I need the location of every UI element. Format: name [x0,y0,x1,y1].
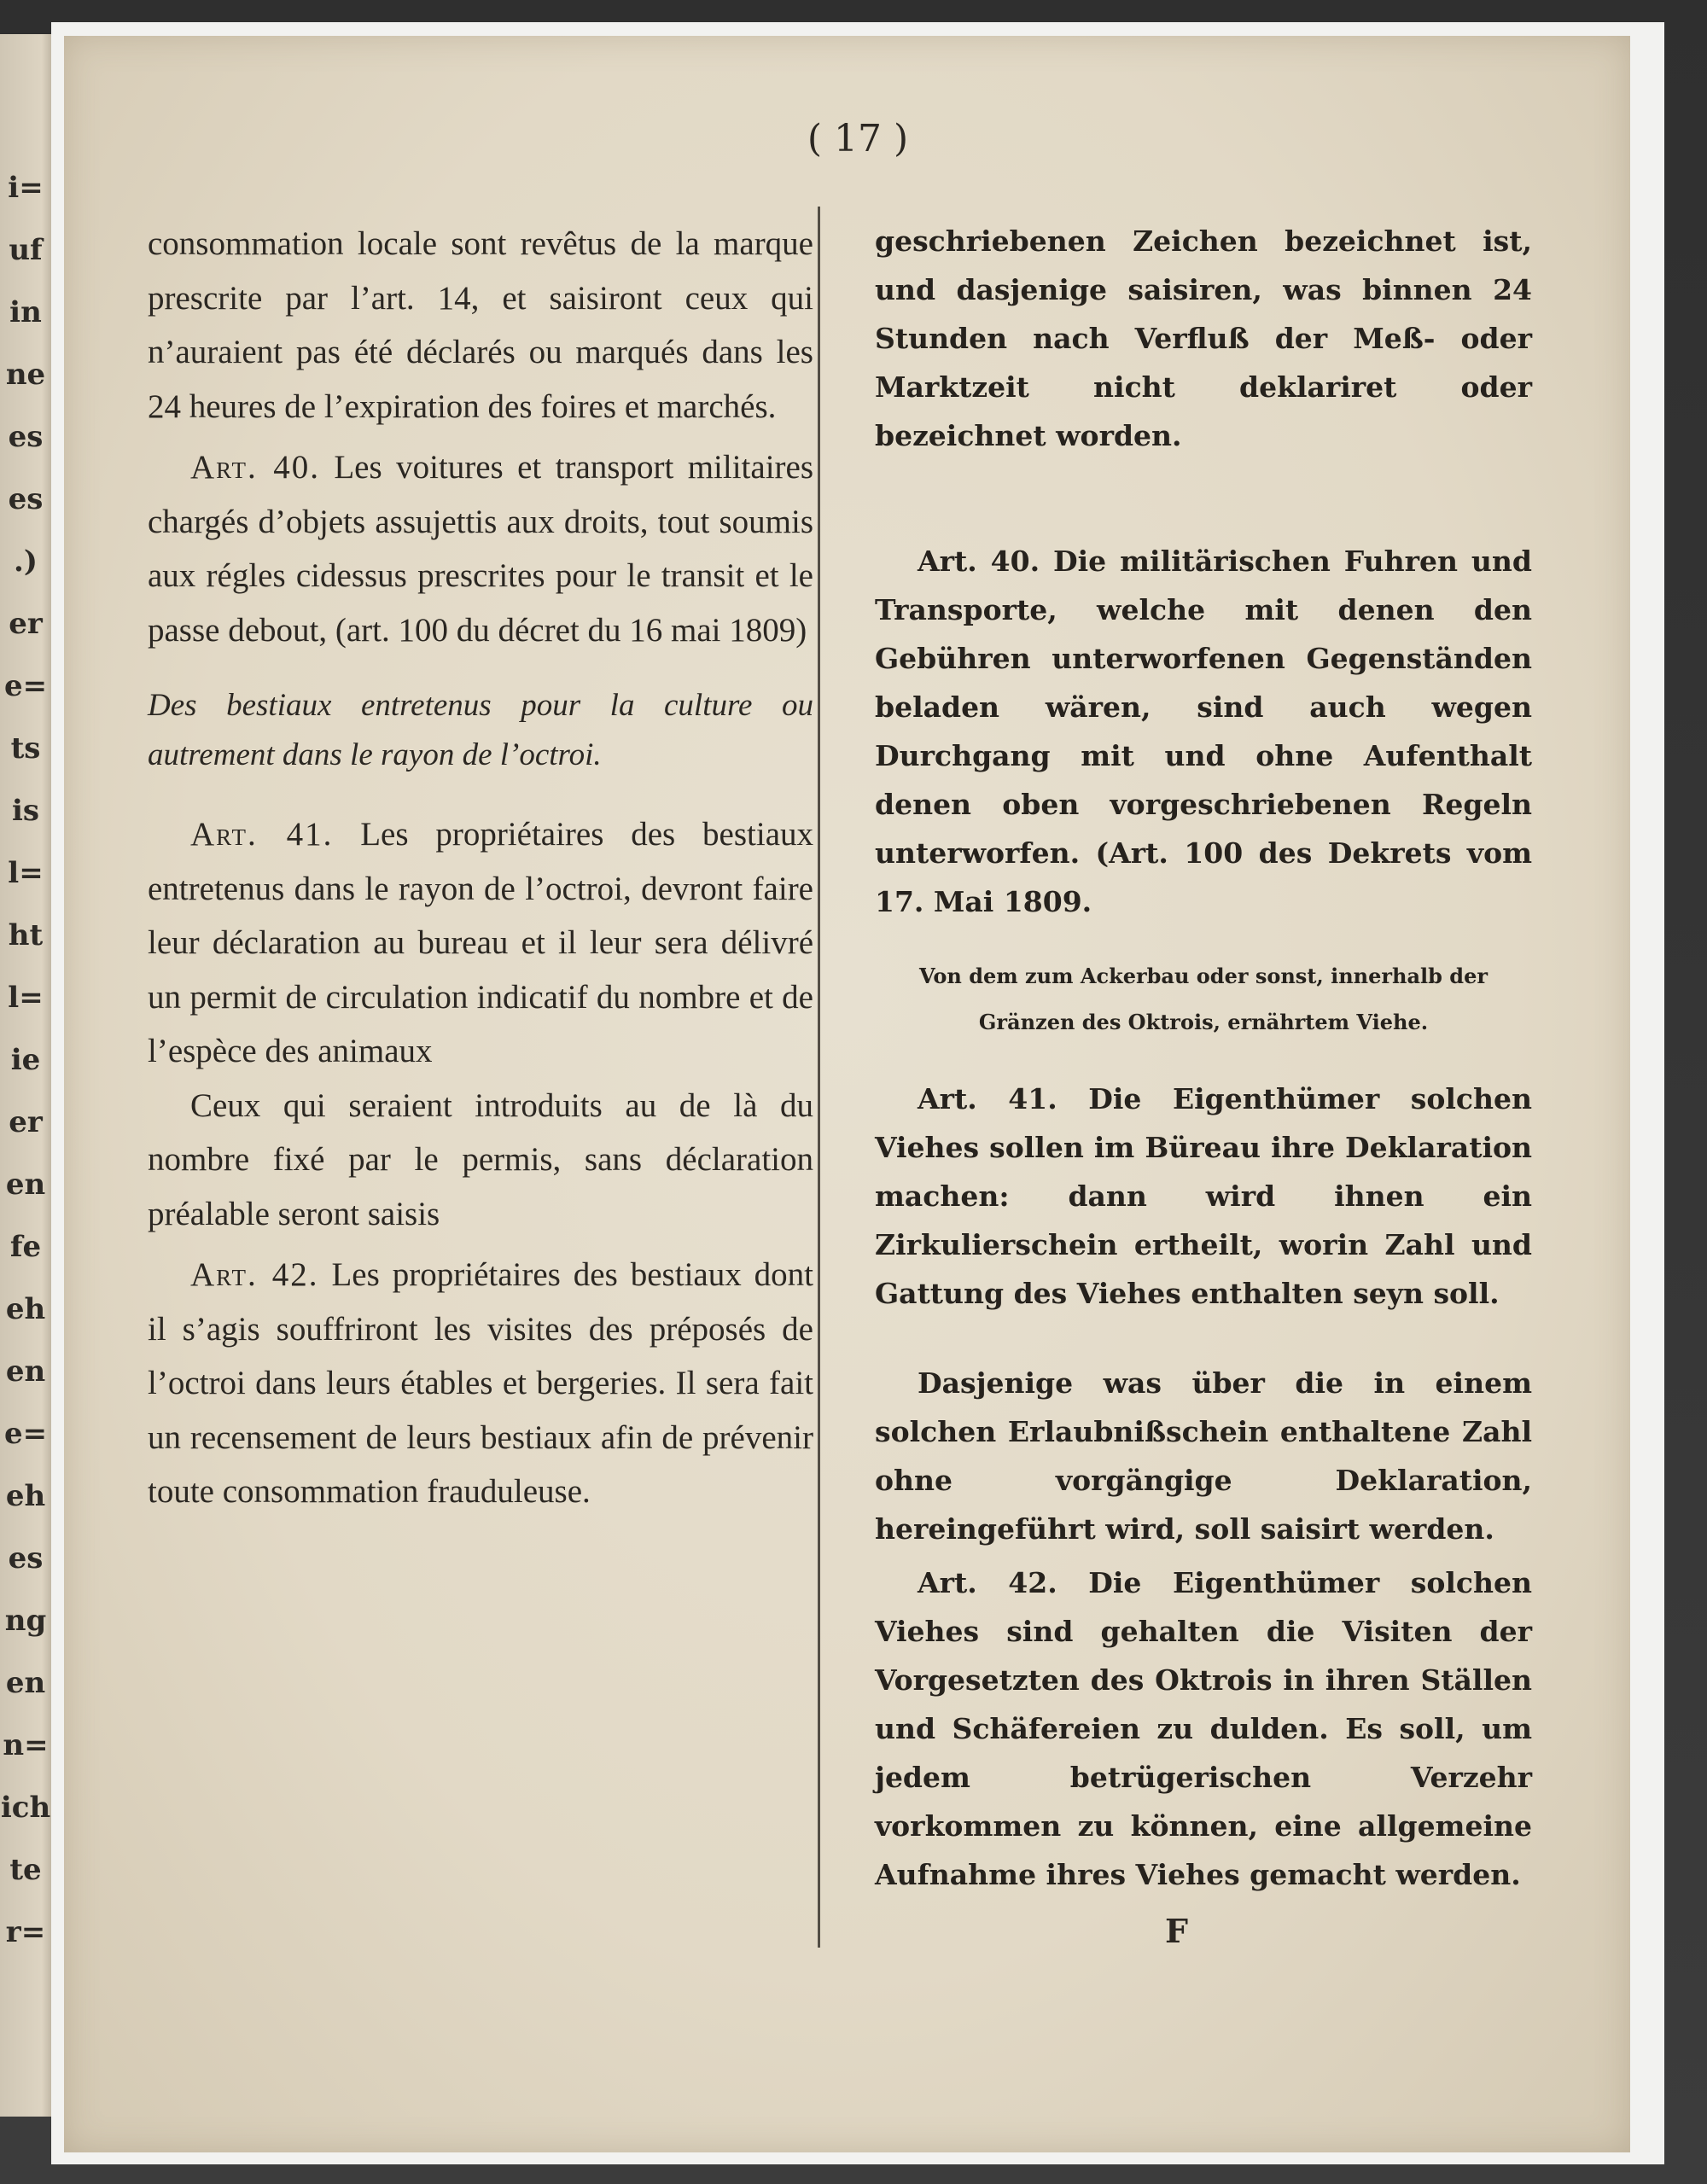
previous-page-fragment: er [9,607,43,641]
previous-page-fragment: ts [10,731,41,766]
de-art41-text: Die Eigenthümer solchen Viehes sollen im Büreau ihre Deklaration machen: dann wird ihnen ein Zirkulierschein ertheilt, worin Zahl und Gattung des Viehes enthalten seyn soll. [875,1082,1533,1310]
german-column [875,217,1532,1899]
de-art42-label: Art. 42. [918,1566,1057,1599]
fr-art40-label: Art. 40. [190,449,320,486]
signature-mark: F [1165,1912,1188,1950]
previous-page-fragment: er [9,1105,43,1139]
fr-article-42 [148,1248,813,1519]
previous-page-fragment: r= [5,1915,46,1949]
previous-page-fragment: es [8,1541,44,1575]
de-article-42 [875,1558,1532,1899]
fr-article-40 [148,440,813,657]
de-subheading: Von dem zum Ackerbau oder sonst, innerhalb der Gränzen des Oktrois, ernährtem Viehe. [919,964,1488,1034]
de-spacer-2 [875,1318,1532,1359]
de-article-41 [875,1075,1532,1318]
previous-page-fragment: eh [5,1292,46,1326]
previous-page-fragment: e= [3,1417,48,1451]
previous-page-fragment: te [9,1853,42,1887]
de-art40-text: Die militärischen Fuhren und Transporte, welche mit denen den Gebühren unterworfenen Gegenständen beladen wären, sind auch wegen Durchgang mit und ohne Aufenthalt denen oben vorgeschriebenen Regeln unterworfen. (Art. 100 des Dekrets vom 17. Mai 1809. [875,545,1532,918]
de-spacer [875,460,1532,537]
previous-page-fragment: i= [8,171,44,205]
de-paragraph-1: geschriebenen Zeichen bezeichnet ist, und dasjenige saisiren, was binnen 24 Stunden nach Verfluß der Meß- oder Marktzeit nicht deklariret oder bezeichnet worden. [875,224,1532,452]
page-number: ( 17 ) [807,117,909,160]
document-page [64,36,1630,2152]
previous-page-fragment: n= [3,1728,49,1762]
previous-page-fragment: e= [3,669,48,703]
de-paragraph-seized: Dasjenige was über die in einem solchen Erlaubnißschein enthaltene Zahl ohne vorgängige Deklaration, hereingeführt wird, soll saisirt werden. [875,1366,1532,1546]
previous-page-fragment: fe [9,1230,42,1264]
previous-page-fragment: en [5,1354,46,1389]
fr-paragraph-1: consommation locale sont revêtus de la marque prescrite par l’art. 14, et saisiront ceux qui n’auraient pas été déclarés ou marqués dans les 24 heures de l’expiration des foires et marchés. [148,225,813,425]
fr-art42-label: Art. 42. [190,1256,319,1293]
previous-page-fragment: ie [10,1043,41,1077]
previous-page-fragment: ne [5,358,46,392]
previous-page-fragment: en [5,1666,46,1700]
previous-page-fragment: es [8,482,44,516]
fr-art41-text: Les propriétaires des bestiaux entretenus dans le rayon de l’octroi, devront faire leur déclaration au bureau et il leur sera délivré un permit de circulation indicatif du nombre et de l’espèce des animaux [148,816,814,1069]
previous-page-fragment: ich [0,1791,51,1825]
de-art40-label: Art. 40. [918,545,1040,578]
fr-paragraph-seized: Ceux qui seraient introduits au de là du nombre fixé par le permis, sans déclaration préalable seront saisis [148,1086,813,1232]
previous-page-fragment: in [9,295,42,329]
previous-page-fragment: uf [9,233,43,267]
fr-art41-label: Art. 41. [190,816,334,853]
previous-page-fragment: en [5,1168,46,1202]
previous-page-fragment: l= [8,981,44,1015]
previous-page-fragment: l= [8,856,44,890]
de-art42-text: Die Eigenthümer solchen Viehes sind gehalten die Visiten der Vorgesetzten des Oktrois in ihren Ställen und Schäfereien zu dulden. Es soll, um jedem betrügerischen Verzehr vorkommen zu können, eine allgemeine Aufnahme ihres Viehes gemacht werden. [875,1566,1533,1891]
fr-article-41 [148,807,813,1079]
previous-page-fragment: ng [4,1604,47,1638]
de-article-40 [875,537,1532,926]
fr-art40-text: Les voitures et transport militaires chargés d’objets assujettis aux droits, tout soumis aux régles cidessus prescrites pour le transit et le passe debout, (art. 100 du décret du 16 mai 1809) [148,449,814,649]
column-divider [818,207,820,1948]
previous-page-fragment: eh [5,1479,46,1513]
french-column [148,217,813,1519]
previous-page-fragment: es [8,420,44,454]
de-art41-label: Art. 41. [918,1082,1057,1115]
fr-art42-text: Les propriétaires des bestiaux dont il s’agis souffriront les visites des préposés de l’octroi dans leurs étables et bergeries. Il sera fait un recensement de leurs bestiaux afin de prévenir toute consommation frauduleuse. [148,1256,814,1510]
previous-page-fragment: is [11,794,40,828]
previous-page-fragment: ht [8,918,44,952]
fr-subheading: Des bestiaux entretenus pour la culture ou autrement dans le rayon de l’octroi. [148,688,813,772]
previous-page-fragment: .) [14,545,38,579]
